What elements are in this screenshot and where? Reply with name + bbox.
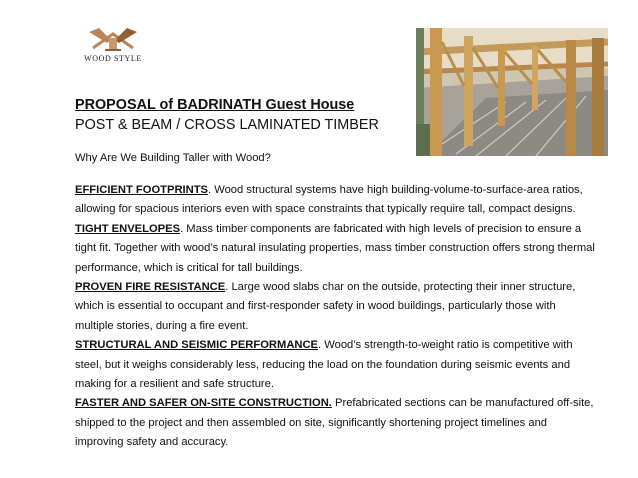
section-text: . Wood’s strength-to-weight ratio is competitive with steel, but it weighs considerably less, reducing the load on the foundation during seismic events and making for a resilient and safe structure.: [75, 339, 573, 391]
section-onsite-construction: [75, 394, 595, 452]
section-text: . Mass timber components are fabricated with high levels of precision to ensure a tight fit. Together with wood’s natural insulating properties, mass timber construction offers strong thermal performance, which is critical for tall buildings.: [75, 222, 595, 274]
intro-question: Why Are We Building Taller with Wood?: [75, 152, 271, 164]
section-heading: PROVEN FIRE RESISTANCE: [75, 281, 226, 294]
timber-construction-photo: [416, 28, 608, 156]
logo-text: WOOD STYLE: [84, 54, 142, 63]
section-fire-resistance: [75, 278, 595, 336]
page-subtitle: POST & BEAM / CROSS LAMINATED TIMBER: [75, 117, 379, 133]
section-heading: FASTER AND SAFER ON-SITE CONSTRUCTION.: [75, 397, 332, 410]
title-block: [75, 96, 405, 134]
section-heading: TIGHT ENVELOPES: [75, 222, 181, 235]
section-text: . Wood structural systems have high building-volume-to-surface-area ratios, allowing for spacious interiors even with space constraints that typically require tall, compact designs.: [75, 184, 583, 216]
section-text: . Large wood slabs char on the outside, protecting their inner structure, which is essential to occupant and first-responder safety in wood buildings, particularly those with multiple stories, during a fire event.: [75, 281, 576, 332]
section-efficient-footprints: [75, 181, 595, 220]
page-title: PROPOSAL of BADRINATH Guest House: [75, 97, 355, 113]
benefits-list: [75, 181, 595, 453]
section-text: Prefabricated sections can be manufactured off-site, shipped to the project and then assembled on site, significantly shortening project timelines and improving safety and accuracy.: [75, 397, 594, 449]
timber-building-image: [416, 28, 608, 156]
wood-style-logo: [82, 26, 144, 63]
section-tight-envelopes: [75, 220, 595, 278]
woodworker-tools-house-icon: [87, 26, 139, 52]
section-heading: EFFICIENT FOOTPRINTS: [75, 184, 209, 196]
section-heading: STRUCTURAL AND SEISMIC PERFORMANCE: [75, 339, 319, 352]
section-seismic-performance: [75, 336, 595, 394]
